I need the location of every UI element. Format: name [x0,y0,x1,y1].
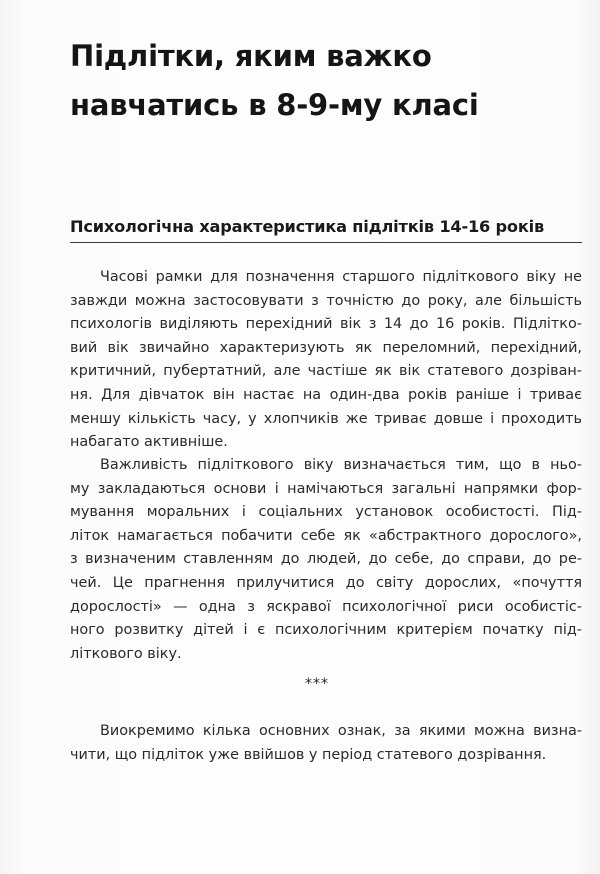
paragraph-line: меншу кількість часу, у хлопчиків же триває довше і проходить [70,410,582,427]
paragraph-line: критичний, пубертатний, але частіше як вік статевого дозріван- [70,363,582,380]
chapter-title [70,32,550,130]
paragraph-line: ного розвитку дітей і є психологічним критерієм початку під- [70,622,582,639]
paragraph-line: Важливість підліткового віку визначається тим, що в ньо- [100,457,582,473]
paragraph-line: набагато активніше. [70,434,228,451]
paragraph-line: завжди можна застосовувати з точністю до року, але більшість [70,292,582,309]
paragraph-line: чити, що підліток уже ввійшов у період статевого дозрівання. [70,746,547,763]
paragraph-line: Виокремимо кілька основних ознак, за якими можна визна- [100,723,582,739]
paragraph-line: вий вік звичайно характеризують як переломний, перехідний, [70,339,582,356]
section-divider [70,242,582,243]
paragraph-line: психологів виділяють перехідний вік з 14 до 16 років. Підлітко- [70,316,582,333]
paragraph-line: мування моральних і соціальних установок особистості. Під- [70,504,582,521]
paragraph-line: літок намагається побачити себе як «абстрактного дорослого», [70,527,582,544]
paragraph-line: чей. Це прагнення прилучитися до світу дорослих, «почуття [70,574,582,591]
paragraph-line: ня. Для дівчаток він настає на один-два років раніше і триває [70,386,582,403]
paragraph-line: Часові рамки для позначення старшого підліткового віку не [100,269,582,285]
chapter-title-line: Підлітки, яким важко [70,39,432,73]
paragraph-line: з визначеним ставленням до людей, до себе, до справи, до ре- [70,551,582,568]
paragraph-line: му закладаються основи і намічаються загальні напрямки фор- [70,480,582,497]
section-heading: Психологічна характеристика підлітків 14-16 років [70,217,545,236]
paragraph [70,266,582,455]
section-separator: *** [305,676,329,692]
paragraph-line: дорослості» — одна з яскравої психологічної риси особистіс- [70,598,582,615]
paragraph [70,454,582,666]
paragraph-line: літкового віку. [70,645,182,662]
chapter-title-line: навчатись в 8-9-му класі [70,88,479,122]
paragraph [70,720,582,767]
